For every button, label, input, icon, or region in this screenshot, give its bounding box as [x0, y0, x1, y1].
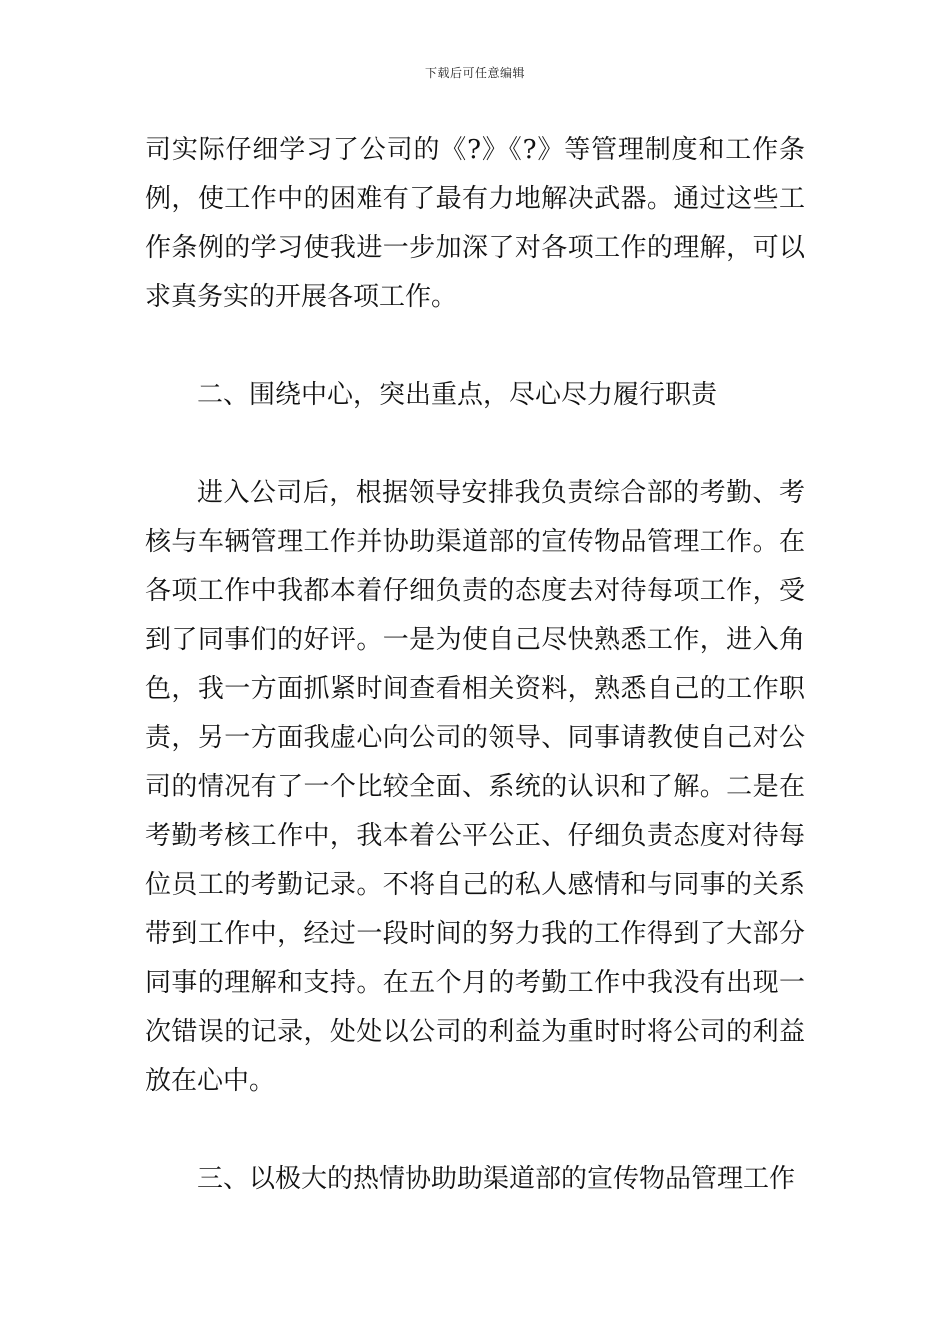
page-header-note: 下载后可任意编辑 [424, 66, 525, 80]
paragraph-spacer [145, 322, 805, 371]
paragraph-continued: 司实际仔细学习了公司的《?》《?》等管理制度和工作条例，使工作中的困难有了最有力地解决武器。通过这些工作条例的学习使我进一步加深了对各项工作的理解，可以求真务实的开展各项工作。 [145, 135, 805, 312]
section-heading-2: 二、围绕中心，突出重点，尽心尽力履行职责 [197, 380, 718, 410]
section-heading-3: 三、以极大的热情协助助渠道部的宣传物品管理工作 [197, 1164, 796, 1194]
document-body [145, 126, 805, 1204]
paragraph-section-2: 进入公司后，根据领导安排我负责综合部的考勤、考核与车辆管理工作并协助渠道部的宣传物品管理工作。在各项工作中我都本着仔细负责的态度去对待每项工作，受到了同事们的好评。一是为使自己尽快熟悉工作，进入角色，我一方面抓紧时间查看相关资料，熟悉自己的工作职责，另一方面我虚心向公司的领导、同事请教使自己对公司的情况有了一个比较全面、系统的认识和了解。二是在考勤考核工作中，我本着公平公正、仔细负责态度对待每位员工的考勤记录。不将自己的私人感情和与同事的关系带到工作中，经过一段时间的努力我的工作得到了大部分同事的理解和支持。在五个月的考勤工作中我没有出现一次错误的记录，处处以公司的利益为重时时将公司的利益放在心中。 [145, 478, 805, 1096]
paragraph-spacer [145, 1106, 805, 1155]
paragraph-spacer [145, 420, 805, 469]
